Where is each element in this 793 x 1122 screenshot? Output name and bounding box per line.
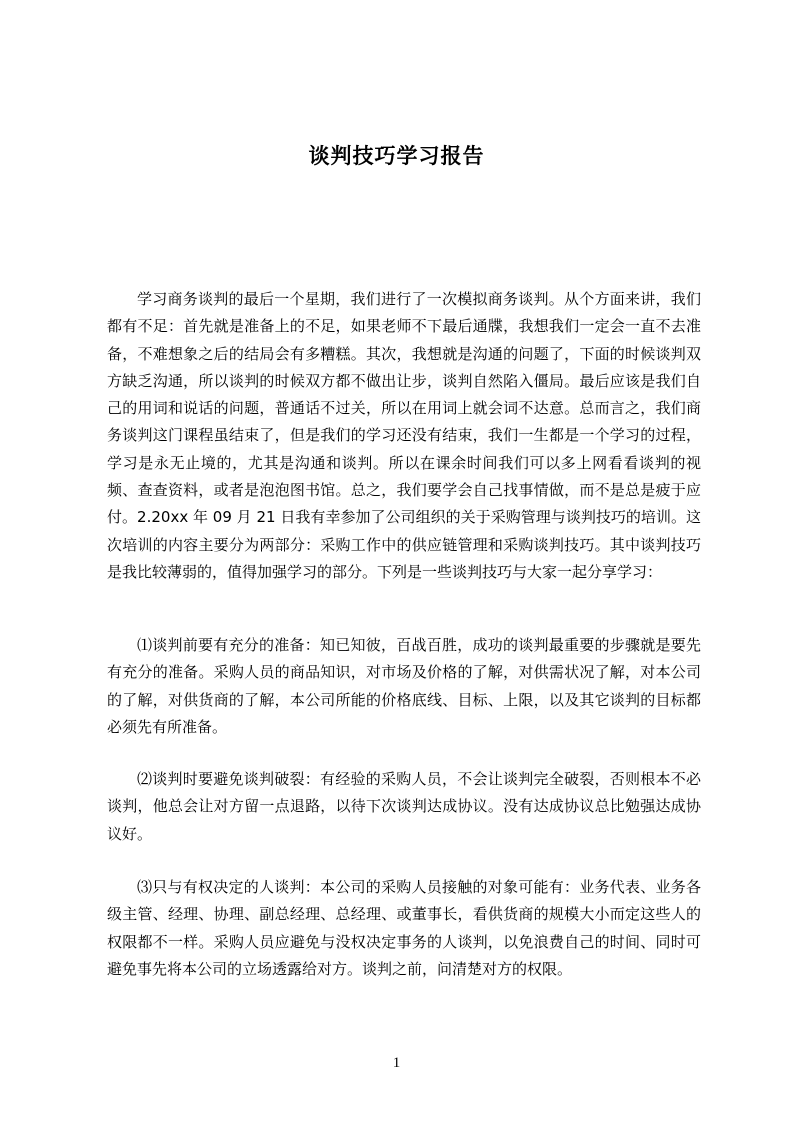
intro-paragraph: 学习商务谈判的最后一个星期，我们进行了一次模拟商务谈判。从个方面来讲，我们都有不足：首先就是准备上的不足，如果老师不下最后通牒，我想我们一定会一直不去准备，不难想象之后的结局会有多糟糕。其次，我想就是沟通的问题了，下面的时候谈判双方缺乏沟通，所以谈判的时候双方都不做出让步，谈判自然陷入僵局。最后应该是我们自己的用词和说话的问题，普通话不过关，所以在用词上就会词不达意。总而言之，我们商务谈判这门课程虽结束了，但是我们的学习还没有结束，我们一生都是一个学习的过程，学习是永无止境的，尤其是沟通和谈判。所以在课余时间我们可以多上网看看谈判的视频、查查资料，或者是泡泡图书馆。总之，我们要学会自己找事情做，而不是总是疲于应付。2.20xx 年 09 月 21 日我有幸参加了公司组织的关于采购管理与谈判技巧的培训。这次培训的内容主要分为两部分：采购工作中的供应链管理和采购谈判技巧。其中谈判技巧是我比较薄弱的，值得加强学习的部分。下列是一些谈判技巧与大家一起分享学习：	[107, 290, 701, 581]
tip-paragraph-avoid-breakdown: ⑵谈判时要避免谈判破裂：有经验的采购人员，不会让谈判完全破裂，否则根本不必谈判，他总会让对方留一点退路，以待下次谈判达成协议。没有达成协议总比勉强达成协议好。	[107, 770, 701, 843]
tip-paragraph-decision-maker: ⑶只与有权决定的人谈判：本公司的采购人员接触的对象可能有：业务代表、业务各级主管、经理、协理、副总经理、总经理、或董事长，看供货商的规模大小而定这些人的权限都不一样。采购人员应避免与没权决定事务的人谈判，以免浪费自己的时间、同时可避免事先将本公司的立场透露给对方。谈判之前，问清楚对方的权限。	[107, 878, 701, 978]
page-number: 1	[392, 1055, 401, 1071]
document-title: 谈判技巧学习报告	[308, 144, 485, 168]
tip-paragraph-preparation: ⑴谈判前要有充分的准备：知已知彼，百战百胜，成功的谈判最重要的步骤就是要先有充分的准备。采购人员的商品知识，对市场及价格的了解，对供需状况了解，对本公司的了解，对供货商的了解，本公司所能的价格底线、目标、上限，以及其它谈判的目标都必须先有所准备。	[107, 636, 701, 736]
